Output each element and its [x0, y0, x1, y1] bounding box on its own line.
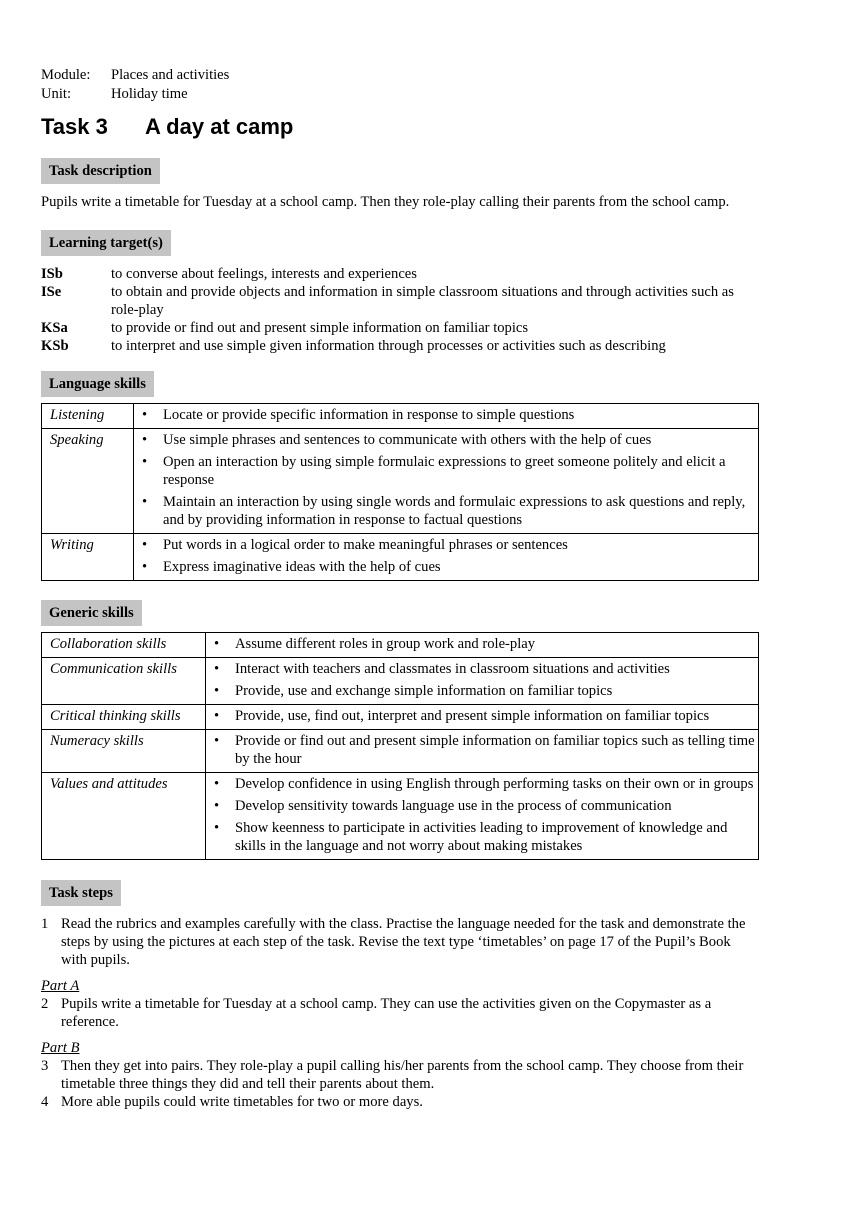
language-skills-section — [41, 371, 759, 581]
list-item: • Maintain an interaction by using single words and formulaic expressions to ask questions and reply, and by providing information in response to factual questions — [134, 493, 758, 529]
skill-label: Numeracy skills — [42, 730, 206, 773]
step-text: Pupils write a timetable for Tuesday at a school camp. They can use the activities given on the Copymaster as a reference. — [61, 996, 712, 1030]
page — [41, 66, 759, 1111]
list-item: • Develop sensitivity towards language use in the process of communication — [206, 797, 758, 815]
target-row — [41, 337, 759, 355]
list-item: • Develop confidence in using English through performing tasks on their own or in groups — [206, 775, 758, 793]
task-number: Task 3 — [41, 114, 108, 139]
step-text: More able pupils could write timetables for two or more days. — [61, 1094, 423, 1110]
list-item: • Interact with teachers and classmates in classroom situations and activities — [206, 660, 758, 678]
step-row — [41, 995, 759, 1031]
step-number: 3 — [41, 1058, 49, 1074]
list-item: • Provide, use and exchange simple information on familiar topics — [206, 682, 758, 700]
skill-bullets — [206, 658, 759, 705]
target-row — [41, 265, 759, 283]
target-text: to interpret and use simple given information through processes or activities such as describing — [111, 338, 666, 354]
table-row — [42, 705, 759, 730]
unit-row — [41, 85, 759, 104]
task-steps-heading: Task steps — [41, 880, 121, 906]
target-code: KSa — [41, 320, 68, 336]
target-text: to provide or find out and present simple information on familiar topics — [111, 320, 529, 336]
generic-skills-table — [41, 632, 759, 860]
skill-label: Values and attitudes — [42, 773, 206, 860]
skill-label: Listening — [42, 404, 134, 429]
table-row — [42, 404, 759, 429]
task-steps-section — [41, 880, 759, 1111]
generic-skills-heading: Generic skills — [41, 600, 142, 626]
list-item: • Show keenness to participate in activities leading to improvement of knowledge and skills in the language and not worry about making mistakes — [206, 819, 758, 855]
list-item: • Put words in a logical order to make meaningful phrases or sentences — [134, 536, 758, 554]
target-row — [41, 319, 759, 337]
step-number: 2 — [41, 996, 49, 1012]
target-row — [41, 283, 759, 319]
generic-skills-section — [41, 600, 759, 860]
skill-bullets — [206, 773, 759, 860]
step-row — [41, 1093, 759, 1111]
module-label: Module: — [41, 67, 91, 83]
list-item: • Assume different roles in group work and role-play — [206, 635, 758, 653]
table-row — [42, 773, 759, 860]
learning-targets-heading: Learning target(s) — [41, 230, 171, 256]
step-text: Read the rubrics and examples carefully with the class. Practise the language needed for the task and demonstrate the steps by using the pictures at each step of the task. Revise the text type ‘timetables’ on page 17 of the Pupil’s Book with pupils. — [61, 916, 746, 968]
unit-value: Holiday time — [111, 86, 188, 102]
task-description-text: Pupils write a timetable for Tuesday at a school camp. Then they role-play calling their parents from the school camp. — [41, 194, 730, 210]
page-title — [41, 112, 759, 142]
skill-label: Communication skills — [42, 658, 206, 705]
table-row — [42, 633, 759, 658]
module-meta — [41, 66, 759, 104]
unit-label: Unit: — [41, 86, 71, 102]
skill-label: Collaboration skills — [42, 633, 206, 658]
skill-label: Critical thinking skills — [42, 705, 206, 730]
table-row — [42, 534, 759, 581]
list-item: • Provide or find out and present simple information on familiar topics such as telling time by the hour — [206, 732, 758, 768]
task-description-section — [41, 158, 759, 211]
skill-bullets — [134, 534, 759, 581]
target-code: ISb — [41, 266, 63, 282]
list-item: • Provide, use, find out, interpret and present simple information on familiar topics — [206, 707, 758, 725]
step-row — [41, 1057, 759, 1093]
skill-bullets — [206, 633, 759, 658]
table-row — [42, 658, 759, 705]
learning-targets-list — [41, 265, 759, 355]
target-code: KSb — [41, 338, 69, 354]
target-text: to obtain and provide objects and information in simple classroom situations and through activities such as role-play — [111, 284, 734, 318]
task-steps-list — [41, 915, 759, 1111]
skill-bullets — [206, 705, 759, 730]
language-skills-table — [41, 403, 759, 581]
language-skills-heading: Language skills — [41, 371, 154, 397]
task-description-heading: Task description — [41, 158, 160, 184]
list-item: • Express imaginative ideas with the help of cues — [134, 558, 758, 576]
step-number: 4 — [41, 1094, 49, 1110]
skill-bullets — [134, 404, 759, 429]
list-item: • Locate or provide specific information in response to simple questions — [134, 406, 758, 424]
table-row — [42, 429, 759, 534]
step-text: Then they get into pairs. They role-play a pupil calling his/her parents from the school camp. They choose from their timetable three things they did and tell their parents about them. — [61, 1058, 744, 1092]
module-row — [41, 66, 759, 85]
target-code: ISe — [41, 284, 62, 300]
list-item: • Use simple phrases and sentences to communicate with others with the help of cues — [134, 431, 758, 449]
skill-label: Writing — [42, 534, 134, 581]
part-b-label: Part B — [41, 1040, 80, 1056]
skill-bullets — [206, 730, 759, 773]
skill-bullets — [134, 429, 759, 534]
module-value: Places and activities — [111, 67, 230, 83]
step-number: 1 — [41, 916, 49, 932]
skill-label: Speaking — [42, 429, 134, 534]
part-a-label: Part A — [41, 978, 80, 994]
learning-targets-section — [41, 230, 759, 355]
table-row — [42, 730, 759, 773]
task-name: A day at camp — [145, 114, 294, 139]
list-item: • Open an interaction by using simple formulaic expressions to greet someone politely and elicit a response — [134, 453, 758, 489]
step-row — [41, 915, 759, 969]
target-text: to converse about feelings, interests and experiences — [111, 266, 417, 282]
